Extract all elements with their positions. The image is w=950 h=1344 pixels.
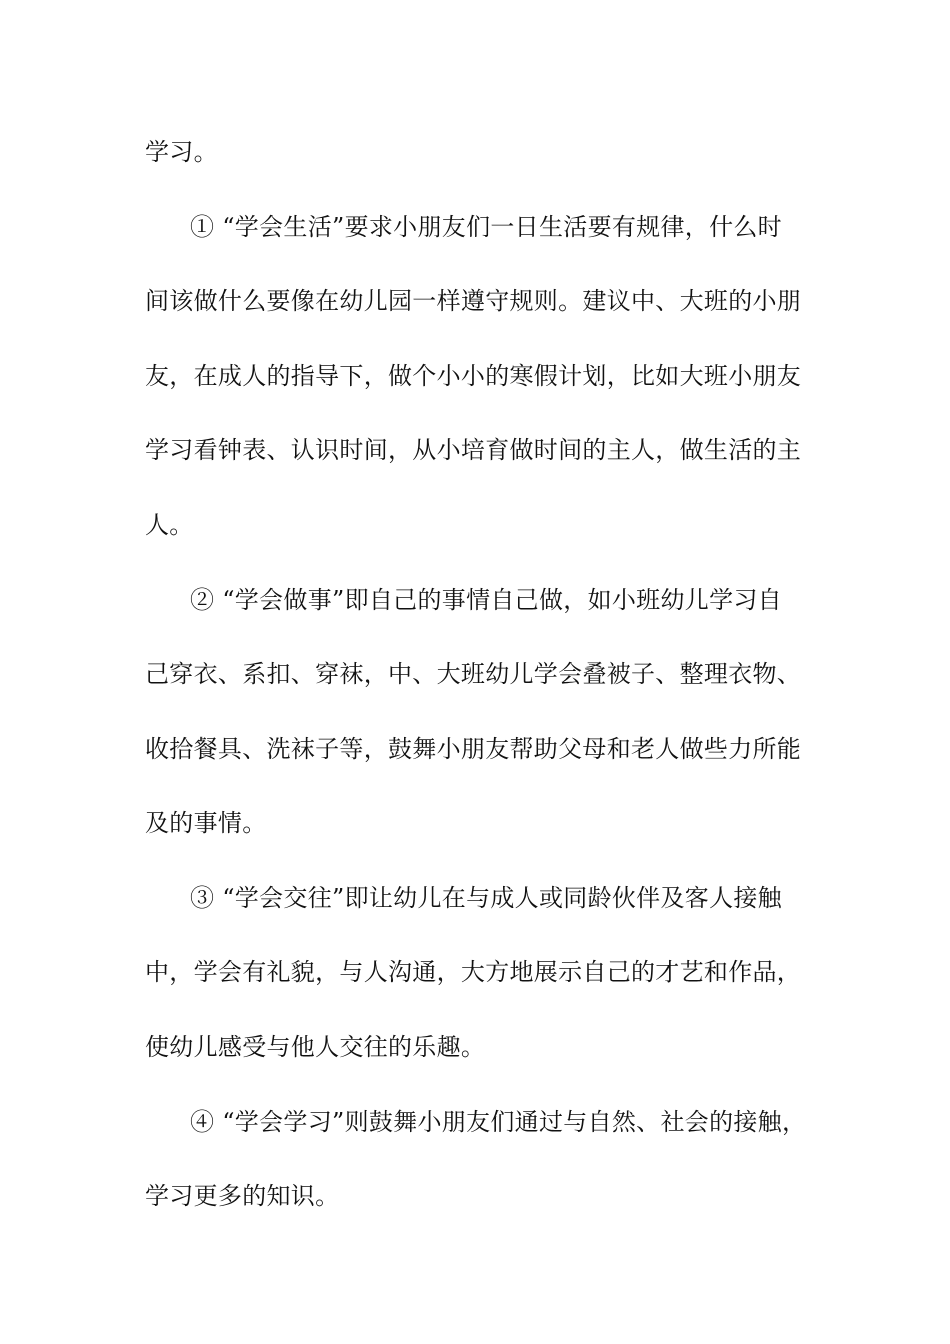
text-line: 学习更多的知识。 xyxy=(145,1182,340,1210)
text-line: 收拾餐具、洗袜子等，鼓舞小朋友帮助父母和老人做些力所能 xyxy=(145,735,802,763)
paragraph-item-3-start: ③ “学会交往”即让幼儿在与成人或同龄伙伴及客人接触 xyxy=(190,884,782,912)
paragraph-item-4-start: ④ “学会学习”则鼓舞小朋友们通过与自然、社会的接触， xyxy=(190,1108,807,1136)
text-line: 及的事情。 xyxy=(145,809,267,837)
text-line: 人。 xyxy=(145,511,194,539)
text-line: 使幼儿感受与他人交往的乐趣。 xyxy=(145,1033,486,1061)
text-line: 学习。 xyxy=(145,138,218,166)
paragraph-item-1-start: ① “学会生活”要求小朋友们一日生活要有规律，什么时 xyxy=(190,213,782,241)
text-line: 间该做什么要像在幼儿园一样遵守规则。建议中、大班的小朋 xyxy=(145,287,802,315)
paragraph-item-2-start: ② “学会做事”即自己的事情自己做，如小班幼儿学习自 xyxy=(190,586,782,614)
text-line: 友，在成人的指导下，做个小小的寒假计划，比如大班小朋友 xyxy=(145,362,802,390)
text-line: 中，学会有礼貌，与人沟通，大方地展示自己的才艺和作品， xyxy=(145,958,802,986)
text-line: 己穿衣、系扣、穿袜，中、大班幼儿学会叠被子、整理衣物、 xyxy=(145,660,802,688)
text-line: 学习看钟表、认识时间，从小培育做时间的主人，做生活的主 xyxy=(145,436,802,464)
